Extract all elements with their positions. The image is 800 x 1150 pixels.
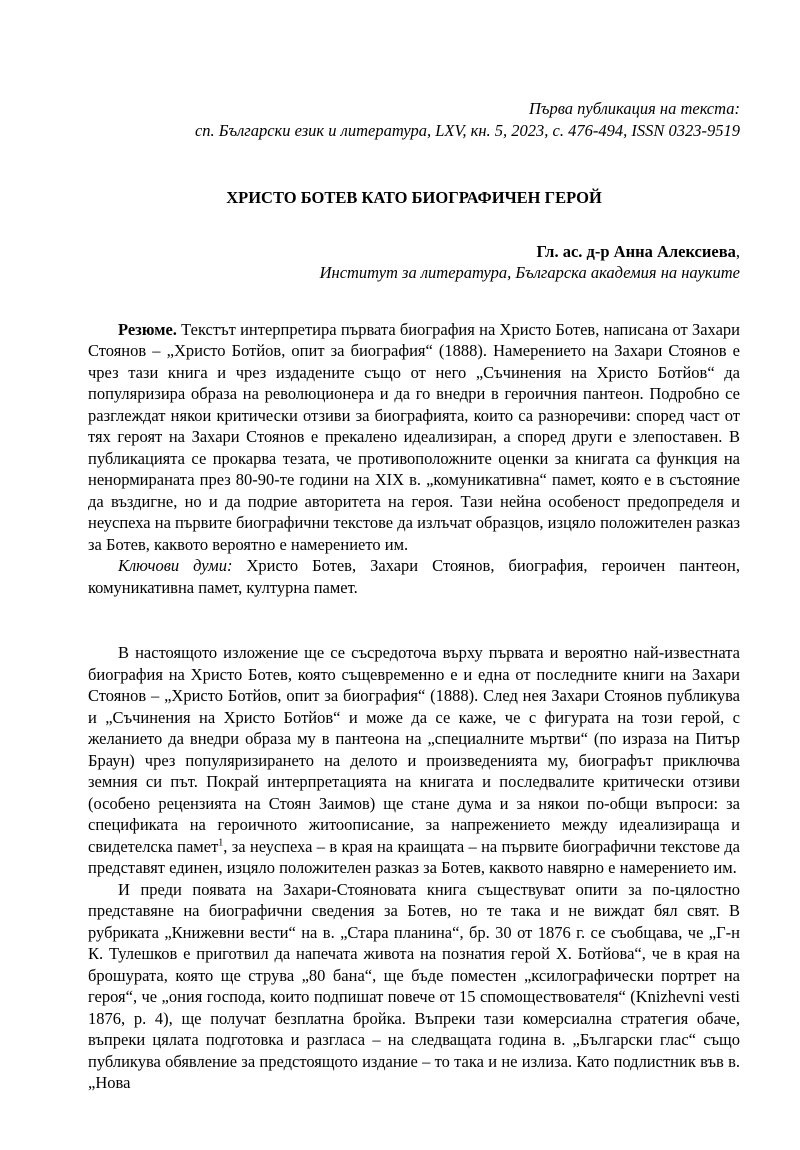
footnote-mark[interactable]: 1 <box>218 837 224 848</box>
author-block <box>88 241 740 284</box>
body-paragraph-1-part-b: , за неуспеха – в края на краищата – на първите биографични текстове да представят единен, изцяло положителен разказ за Ботев, каквото навярно е намерението им. <box>88 836 740 877</box>
paper-title: ХРИСТО БОТЕВ КАТО БИОГРАФИЧЕН ГЕРОЙ <box>226 188 602 207</box>
abstract-paragraph <box>88 319 740 556</box>
abstract-label: Резюме. <box>118 319 177 339</box>
publication-note-line2: сп. Български език и литература, LXV, кн. 5, 2023, с. 476-494, ISSN 0323-9519 <box>194 120 740 140</box>
author-affiliation: Институт за литература, Българска академия на науките <box>319 263 740 282</box>
abstract <box>88 319 740 599</box>
keywords-paragraph <box>88 555 740 598</box>
author-name: Гл. ас. д-р Анна Алексиева <box>536 241 736 261</box>
paper-page <box>88 98 740 1094</box>
keywords-label: Ключови думи: <box>118 556 233 575</box>
body-paragraph-1 <box>88 642 740 879</box>
main-text <box>88 642 740 1094</box>
author-comma: , <box>735 241 740 261</box>
body-paragraph-1-part-a: В настоящото изложение ще се съсредоточа върху първата и вероятно най-известната биография на Христо Ботев, която същевременно е и една от последните книги на Захари Стоянов – „Христо Ботйов, опит за биография“ (1888). След нея Захари Стоянов публикува и „Съчинения на Христо Ботйов“ и може да се каже, че с фигурата на този герой, с желанието да внедри образа му в пантеона на „специалните мъртви“ (по израза на Питър Браун) чрез популяризирането на делото и произведенията му, биографът приключва земния си път. Покрай интерпретацията на книгата и последвалите критически отзиви (особено рецензията на Стоян Заимов) ще стане дума и за някои по-общи въпроси: за спецификата на героичното житоописание, за напрежението между идеализираща и свидетелска памет <box>88 643 740 856</box>
body-paragraph-2: И преди появата на Захари-Стояновата книга съществуват опити за по-цялостно представяне на биографични сведения за Ботев, но те така и не виждат бял свят. В рубриката „Книжевни вести“ на в. „Стара планина“, бр. 30 от 1876 г. се съобщава, че „Г-н К. Тулешков е приготвил да напечата живота на познатия герой Х. Ботйова“, че в края на брошурата, която ще струва „80 бана“, ще бъде поместен „ксилографически портрет на героя“, че „ония господа, които подпишат повече от 15 спомоществователя“ (Knizhevni vesti 1876, p. 4), ще получат безплатна бройка. Въпреки тази комерсиална стратегия обаче, въпреки цялата подготовка и разгласа – на следващата година в. „Български глас“ също публикува обявление за предстоящото издание – то така и не излиза. Като подлистник във в. „Нова <box>88 879 740 1092</box>
keywords-text: Христо Ботев, Захари Стоянов, биография, героичен пантеон, комуникативна памет, културна памет. <box>88 556 741 597</box>
publication-note-line1: Първа публикация на текста: <box>529 99 740 118</box>
abstract-text: Текстът интерпретира първата биография на Христо Ботев, написана от Захари Стоянов – „Христо Ботйов, опит за биография“ (1888). Намерението на Захари Стоянов е чрез тази книга и чрез издадените също от него „Съчинения на Христо Ботйов“ да популяризира образа на революционера и да го внедри в героичния пантеон. Подробно се разглеждат някои критически отзиви за биографията, които са разноречиви: според част от тях героят на Захари Стоянов е прекалено идеализиран, а според други е злепоставен. В публикацията се прокарва тезата, че противоположните оценки за книгата са функция на ненормираната през 80-90-те години на XIX в. „комуникативна“ памет, която е в състояние да въздигне, но и да подрие авторитета на героя. Тази нейна особеност предопределя и неуспеха на първите биографични текстове да излъчат образцов, изцяло положителен разказ за Ботев, каквото вероятно е намерението им. <box>88 319 740 554</box>
